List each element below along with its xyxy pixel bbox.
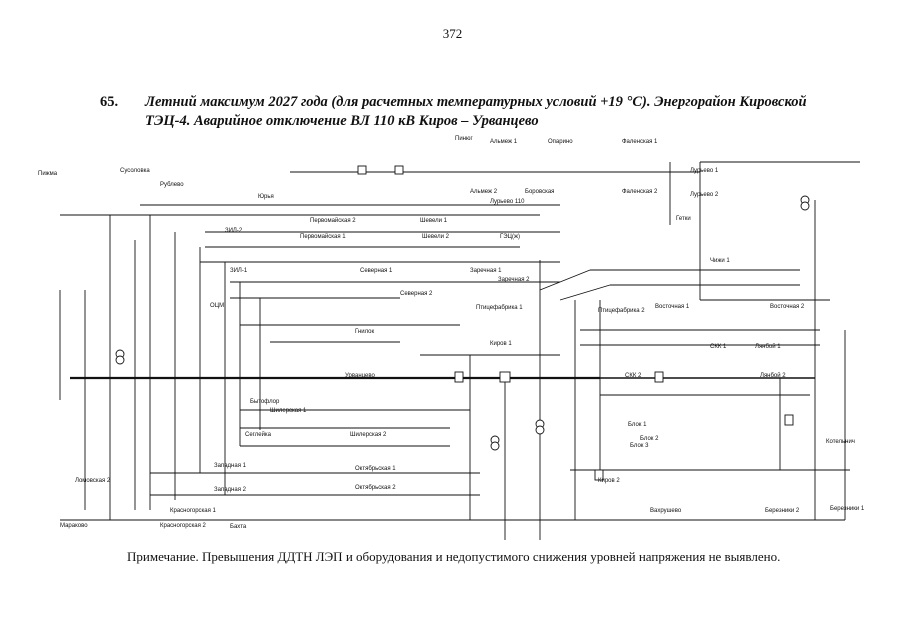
transformer [116,356,124,364]
footnote: Примечание. Превышения ДДТН ЛЭП и оборудования и недопустимого снижения уровней напряжения не выявлено. [127,549,781,564]
substation-label: Лурьево 2 [690,192,719,198]
substation-label: Шилерская 1 [270,408,307,414]
substation-label: Птицефабрика 2 [598,308,645,314]
breaker [358,166,366,174]
substation-label: Блок 3 [630,443,649,449]
substation-label: Шилерская 2 [350,432,387,438]
substation-label: Боровская [525,189,555,195]
section-number: 65. [100,94,119,110]
transformer [801,202,809,210]
diag-line-1 [540,270,590,290]
substation-label: Северная 2 [400,291,433,297]
substation-label: Фаленская 2 [622,189,658,195]
substation-label: Рублево [160,182,184,188]
substation-label: Урванцево [345,373,375,379]
substation-label: Птицефабрика 1 [476,305,523,311]
substation-label: Октябрьская 2 [355,485,396,491]
substation-label: ГЭЦ(ж) [500,234,521,240]
substation-label: СКК 2 [625,373,642,379]
diag-line-2 [560,285,610,300]
substation-label: Котельнич [826,439,855,445]
substation-label: Сусоловка [120,168,150,174]
substation-label: Лурьево 110 [490,199,525,205]
substation-label: Гнилок [355,329,375,335]
substation-label: Северная 1 [360,268,393,274]
substation-label: Чижи 1 [710,258,730,264]
substation-label: Гетки [676,216,691,222]
section-title-line-2: ТЭЦ-4. Аварийное отключение ВЛ 110 кВ Киров – Урванцево [145,113,539,129]
substation-label: Лянбой 1 [755,344,781,350]
substation-label: Восточная 2 [770,304,805,310]
substation-label: Западная 1 [214,463,246,469]
substation-label: Бахта [230,524,247,530]
substation-label: Березники 2 [765,508,800,514]
substation-label: Бытофлор [250,399,280,405]
substation-label: Вахрушево [650,508,682,514]
substation-label: Киров 1 [490,341,512,347]
breaker [785,415,793,425]
substation-label: Шевели 2 [422,234,449,240]
substation-label: Блок 1 [628,422,647,428]
breaker [655,372,663,382]
transformer [491,442,499,450]
substation-label: Заречная 1 [470,268,502,274]
substation-label: Альмеж 2 [470,189,498,195]
substation-label: Лянбой 2 [760,373,786,379]
section-title-line-1: Летний максимум 2027 года (для расчетных температурных условий +19 °С). Энергорайон Кировской [145,94,807,110]
breaker [395,166,403,174]
substation-label: ЗИЛ-1 [230,268,248,274]
substation-label: Ломовская 2 [75,478,111,484]
substation-label: Пинюг [455,136,473,142]
substation-label: Красногорская 2 [160,523,206,529]
transformer [536,426,544,434]
substation-label: Киров 2 [598,478,620,484]
substation-label: Березники 1 [830,506,865,512]
substation-label: ОЦМ [210,303,225,309]
breaker [455,372,463,382]
page-number: 372 [442,26,463,41]
substation-label: Блок 2 [640,436,659,442]
breaker [500,372,510,382]
substation-label: Альмеж 1 [490,139,518,145]
substation-label: Лурьево 1 [690,168,719,174]
substation-label: ЗИЛ-2 [225,228,243,234]
substation-label: Фаленская 1 [622,139,658,145]
substation-label: Заречная 2 [498,277,530,283]
substation-label: Октябрьская 1 [355,466,396,472]
substation-label: Первомайская 1 [300,234,346,240]
substation-label: Мараково [60,523,88,529]
substation-label: Красногорская 1 [170,508,216,514]
substation-label: Западная 2 [214,487,246,493]
substation-label: Юрья [258,194,274,200]
substation-label: СКК 1 [710,344,727,350]
substation-label: Пижма [38,171,58,177]
substation-label: Сеглейка [245,432,272,438]
substation-label: Шевели 1 [420,218,447,224]
substation-label: Восточная 1 [655,304,690,310]
substation-label: Опарино [548,139,573,145]
substation-label: Первомайская 2 [310,218,356,224]
